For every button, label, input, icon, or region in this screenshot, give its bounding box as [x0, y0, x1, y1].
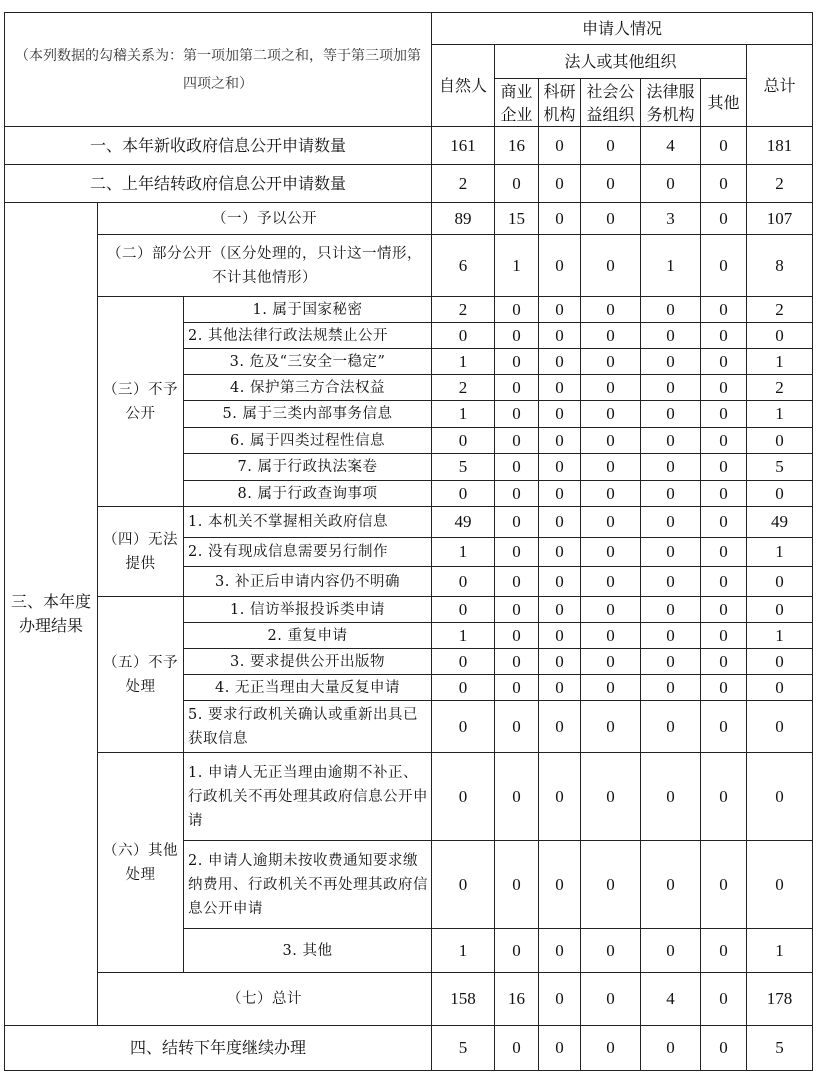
value-cell: 5 [747, 1026, 813, 1071]
value-cell: 0 [495, 567, 539, 597]
item-label: 3. 补正后申请内容仍不明确 [184, 567, 432, 597]
government-info-disclosure-table [4, 12, 813, 1071]
group-label: （四）无法提供 [98, 507, 184, 597]
value-cell: 0 [495, 454, 539, 481]
value-cell: 0 [432, 701, 495, 753]
value-cell: 5 [432, 454, 495, 481]
value-cell: 0 [539, 538, 581, 567]
value-cell: 0 [581, 929, 641, 973]
value-cell: 158 [432, 973, 495, 1026]
value-cell: 0 [539, 481, 581, 507]
table-row [5, 297, 813, 323]
value-cell: 0 [495, 929, 539, 973]
value-cell: 8 [747, 235, 813, 297]
value-cell: 0 [701, 323, 747, 349]
value-cell: 0 [539, 401, 581, 428]
value-cell: 0 [701, 428, 747, 454]
value-cell: 0 [432, 481, 495, 507]
value-cell: 1 [747, 401, 813, 428]
value-cell: 4 [641, 127, 701, 165]
value-cell: 0 [539, 454, 581, 481]
value-cell: 0 [701, 567, 747, 597]
value-cell: 1 [747, 623, 813, 649]
value-cell: 0 [432, 753, 495, 841]
table-note: （本列数据的勾稽关系为：第一项加第二项之和，等于第三项加第四项之和） [5, 13, 432, 127]
value-cell: 0 [701, 929, 747, 973]
value-cell: 0 [539, 127, 581, 165]
value-cell: 0 [539, 649, 581, 675]
value-cell: 1 [432, 538, 495, 567]
value-cell: 0 [581, 1026, 641, 1071]
value-cell: 0 [539, 507, 581, 538]
header-total: 总计 [747, 45, 813, 127]
value-cell: 0 [581, 973, 641, 1026]
value-cell: 0 [701, 349, 747, 375]
value-cell: 0 [581, 235, 641, 297]
value-cell: 0 [641, 623, 701, 649]
value-cell: 2 [747, 297, 813, 323]
value-cell: 0 [539, 929, 581, 973]
value-cell: 0 [747, 428, 813, 454]
value-cell: 0 [747, 649, 813, 675]
value-cell: 0 [539, 753, 581, 841]
value-cell: 0 [581, 481, 641, 507]
header-public-welfare: 社会公益组织 [581, 79, 641, 127]
value-cell: 0 [539, 623, 581, 649]
value-cell: 0 [581, 538, 641, 567]
value-cell: 0 [581, 323, 641, 349]
item-label: 2. 申请人逾期未按收费通知要求缴纳费用、行政机关不再处理其政府信息公开申请 [184, 841, 432, 929]
row-label: （二）部分公开（区分处理的，只计这一情形，不计其他情形） [98, 235, 432, 297]
value-cell: 0 [641, 929, 701, 973]
row-label: （七）总计 [98, 973, 432, 1026]
value-cell: 0 [747, 597, 813, 623]
value-cell: 0 [747, 701, 813, 753]
value-cell: 16 [495, 127, 539, 165]
value-cell: 4 [641, 973, 701, 1026]
value-cell: 0 [641, 841, 701, 929]
row-label: 四、结转下年度继续办理 [5, 1026, 432, 1071]
value-cell: 1 [641, 235, 701, 297]
value-cell: 1 [747, 538, 813, 567]
value-cell: 0 [495, 507, 539, 538]
value-cell: 0 [701, 538, 747, 567]
value-cell: 0 [539, 841, 581, 929]
value-cell: 89 [432, 203, 495, 235]
value-cell: 0 [701, 1026, 747, 1071]
table-row [5, 597, 813, 623]
table-row [5, 127, 813, 165]
value-cell: 0 [641, 349, 701, 375]
value-cell: 0 [495, 165, 539, 203]
value-cell: 0 [539, 165, 581, 203]
value-cell: 0 [701, 454, 747, 481]
header-business: 商业企业 [495, 79, 539, 127]
value-cell: 1 [495, 235, 539, 297]
value-cell: 0 [747, 675, 813, 701]
value-cell: 0 [539, 675, 581, 701]
item-label: 3. 要求提供公开出版物 [184, 649, 432, 675]
value-cell: 0 [701, 235, 747, 297]
value-cell: 2 [432, 165, 495, 203]
header-legal-group: 法人或其他组织 [495, 45, 747, 79]
value-cell: 0 [747, 481, 813, 507]
value-cell: 0 [701, 701, 747, 753]
value-cell: 178 [747, 973, 813, 1026]
item-label: 2. 没有现成信息需要另行制作 [184, 538, 432, 567]
value-cell: 0 [701, 623, 747, 649]
table-row [5, 203, 813, 235]
value-cell: 0 [581, 127, 641, 165]
value-cell: 0 [747, 841, 813, 929]
header-research: 科研机构 [539, 79, 581, 127]
item-label: 1. 属于国家秘密 [184, 297, 432, 323]
header-natural-person: 自然人 [432, 45, 495, 127]
value-cell: 0 [539, 203, 581, 235]
value-cell: 1 [432, 349, 495, 375]
value-cell: 1 [432, 401, 495, 428]
item-label: 5. 属于三类内部事务信息 [184, 401, 432, 428]
row-label: 一、本年新收政府信息公开申请数量 [5, 127, 432, 165]
value-cell: 1 [432, 929, 495, 973]
value-cell: 0 [581, 454, 641, 481]
value-cell: 0 [495, 675, 539, 701]
value-cell: 0 [539, 235, 581, 297]
value-cell: 0 [495, 753, 539, 841]
value-cell: 0 [432, 841, 495, 929]
value-cell: 0 [581, 203, 641, 235]
value-cell: 0 [701, 649, 747, 675]
value-cell: 49 [747, 507, 813, 538]
table-row [5, 753, 813, 841]
value-cell: 0 [581, 701, 641, 753]
value-cell: 5 [432, 1026, 495, 1071]
value-cell: 0 [539, 567, 581, 597]
group-label: （三）不予公开 [98, 297, 184, 507]
value-cell: 0 [701, 297, 747, 323]
value-cell: 1 [747, 929, 813, 973]
value-cell: 107 [747, 203, 813, 235]
value-cell: 0 [701, 597, 747, 623]
item-label: 3. 其他 [184, 929, 432, 973]
value-cell: 0 [495, 538, 539, 567]
value-cell: 0 [701, 481, 747, 507]
value-cell: 0 [495, 1026, 539, 1071]
item-label: 1. 申请人无正当理由逾期不补正、行政机关不再处理其政府信息公开申请 [184, 753, 432, 841]
value-cell: 0 [581, 649, 641, 675]
value-cell: 0 [581, 428, 641, 454]
value-cell: 2 [432, 375, 495, 401]
value-cell: 0 [539, 297, 581, 323]
table-row [5, 507, 813, 538]
row-label: 二、上年结转政府信息公开申请数量 [5, 165, 432, 203]
item-label: 8. 属于行政查询事项 [184, 481, 432, 507]
value-cell: 0 [701, 127, 747, 165]
value-cell: 0 [539, 375, 581, 401]
value-cell: 0 [581, 841, 641, 929]
value-cell: 0 [581, 753, 641, 841]
value-cell: 0 [641, 454, 701, 481]
value-cell: 0 [581, 567, 641, 597]
value-cell: 0 [701, 973, 747, 1026]
value-cell: 0 [701, 507, 747, 538]
item-label: 6. 属于四类过程性信息 [184, 428, 432, 454]
header-legal-service: 法律服务机构 [641, 79, 701, 127]
value-cell: 0 [581, 623, 641, 649]
group-label: （六）其他处理 [98, 753, 184, 973]
value-cell: 5 [747, 454, 813, 481]
value-cell: 0 [701, 841, 747, 929]
value-cell: 0 [641, 649, 701, 675]
value-cell: 0 [495, 597, 539, 623]
value-cell: 16 [495, 973, 539, 1026]
value-cell: 0 [581, 297, 641, 323]
value-cell: 0 [701, 675, 747, 701]
table-row [5, 235, 813, 297]
item-label: 7. 属于行政执法案卷 [184, 454, 432, 481]
value-cell: 0 [495, 349, 539, 375]
value-cell: 0 [641, 1026, 701, 1071]
value-cell: 161 [432, 127, 495, 165]
value-cell: 0 [641, 428, 701, 454]
header-other: 其他 [701, 79, 747, 127]
value-cell: 0 [539, 597, 581, 623]
value-cell: 0 [701, 401, 747, 428]
value-cell: 0 [641, 597, 701, 623]
value-cell: 0 [701, 753, 747, 841]
value-cell: 6 [432, 235, 495, 297]
value-cell: 0 [495, 623, 539, 649]
item-label: 1. 信访举报投诉类申请 [184, 597, 432, 623]
section3-label: 三、本年度办理结果 [5, 203, 98, 1026]
value-cell: 0 [641, 567, 701, 597]
value-cell: 0 [539, 428, 581, 454]
value-cell: 0 [747, 323, 813, 349]
value-cell: 0 [581, 507, 641, 538]
value-cell: 0 [581, 349, 641, 375]
item-label: 1. 本机关不掌握相关政府信息 [184, 507, 432, 538]
item-label: 3. 危及“三安全一稳定” [184, 349, 432, 375]
table-row [5, 973, 813, 1026]
value-cell: 1 [747, 349, 813, 375]
value-cell: 0 [641, 753, 701, 841]
value-cell: 0 [495, 481, 539, 507]
item-label: 5. 要求行政机关确认或重新出具已获取信息 [184, 701, 432, 753]
value-cell: 0 [641, 401, 701, 428]
value-cell: 0 [495, 701, 539, 753]
value-cell: 0 [495, 401, 539, 428]
value-cell: 2 [432, 297, 495, 323]
value-cell: 0 [641, 538, 701, 567]
value-cell: 0 [701, 375, 747, 401]
value-cell: 0 [581, 675, 641, 701]
table-row [5, 165, 813, 203]
value-cell: 0 [641, 165, 701, 203]
value-cell: 0 [539, 701, 581, 753]
value-cell: 0 [581, 597, 641, 623]
header-applicant: 申请人情况 [432, 13, 813, 45]
table-row [5, 1026, 813, 1071]
value-cell: 0 [641, 675, 701, 701]
item-label: 2. 重复申请 [184, 623, 432, 649]
value-cell: 0 [432, 675, 495, 701]
value-cell: 0 [495, 649, 539, 675]
value-cell: 0 [539, 349, 581, 375]
value-cell: 0 [495, 323, 539, 349]
value-cell: 0 [701, 203, 747, 235]
value-cell: 0 [581, 401, 641, 428]
value-cell: 0 [539, 323, 581, 349]
value-cell: 0 [641, 297, 701, 323]
value-cell: 0 [495, 375, 539, 401]
value-cell: 0 [432, 597, 495, 623]
value-cell: 0 [432, 649, 495, 675]
value-cell: 0 [701, 165, 747, 203]
value-cell: 0 [432, 428, 495, 454]
value-cell: 181 [747, 127, 813, 165]
value-cell: 49 [432, 507, 495, 538]
value-cell: 0 [747, 567, 813, 597]
value-cell: 2 [747, 375, 813, 401]
value-cell: 15 [495, 203, 539, 235]
value-cell: 0 [581, 375, 641, 401]
item-label: 2. 其他法律行政法规禁止公开 [184, 323, 432, 349]
value-cell: 0 [495, 428, 539, 454]
row-label: （一）予以公开 [98, 203, 432, 235]
value-cell: 0 [539, 1026, 581, 1071]
value-cell: 0 [641, 507, 701, 538]
value-cell: 1 [432, 623, 495, 649]
value-cell: 0 [432, 323, 495, 349]
group-label: （五）不予处理 [98, 597, 184, 753]
value-cell: 0 [747, 753, 813, 841]
value-cell: 3 [641, 203, 701, 235]
value-cell: 0 [641, 481, 701, 507]
value-cell: 0 [641, 323, 701, 349]
value-cell: 0 [581, 165, 641, 203]
value-cell: 0 [539, 973, 581, 1026]
value-cell: 0 [641, 701, 701, 753]
value-cell: 0 [495, 297, 539, 323]
value-cell: 0 [495, 841, 539, 929]
item-label: 4. 无正当理由大量反复申请 [184, 675, 432, 701]
value-cell: 0 [432, 567, 495, 597]
item-label: 4. 保护第三方合法权益 [184, 375, 432, 401]
value-cell: 0 [641, 375, 701, 401]
value-cell: 2 [747, 165, 813, 203]
